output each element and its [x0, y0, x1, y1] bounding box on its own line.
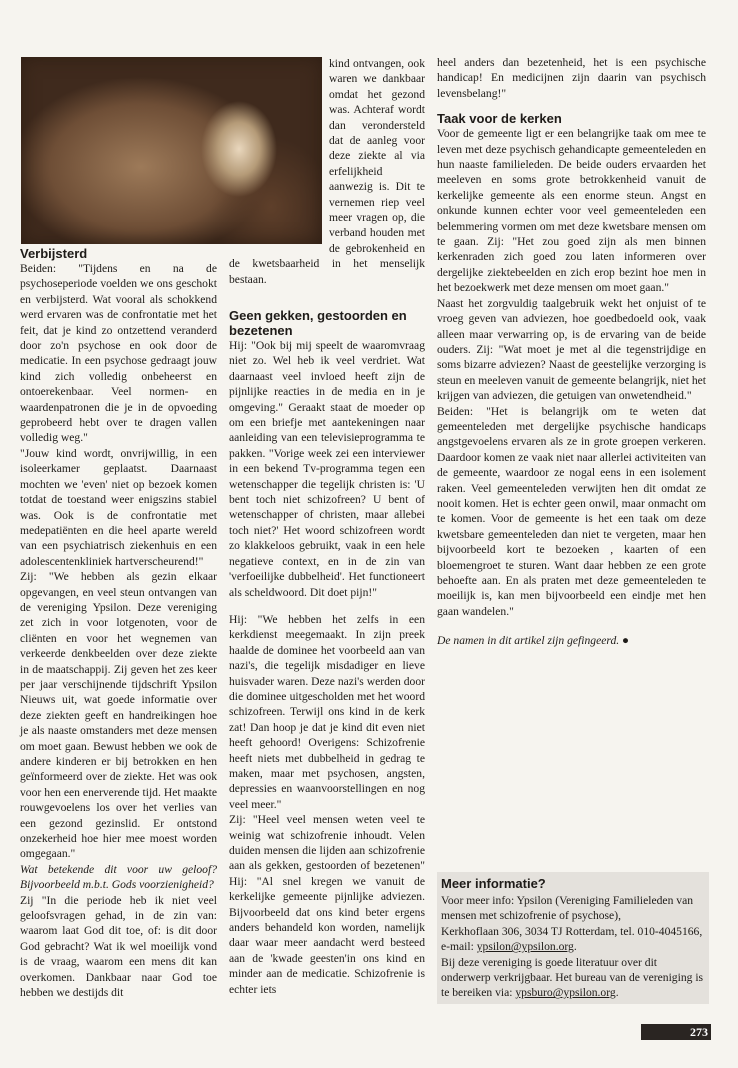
names-note: De namen in dit artikel zijn gefingeerd. [437, 634, 620, 648]
paragraph: Zij: "Heel veel mensen weten veel te weinig wat schizofrenie inhoudt. Velen duiden mensen die lijden aan schizofrenie aan als gekken, gestoorden of bezetenen" Hij: "Al snel kregen we vanuit de kerkelijke gemeente pijnlijke adviezen. Bijvoorbeeld dat ons kind beter ergens anders behandeld kon worden, namelijk daar waar meer aandacht werd besteed aan de 'kwade geesten'in ons kind en minder aan de medicatie. Schizofrenie is echter iets [229, 813, 425, 996]
info-box [437, 872, 709, 1004]
email-link[interactable]: ypsilon@ypsilon.org [476, 940, 574, 954]
paragraph: Voor de gemeente ligt er een belangrijke taak om mee te leven met deze psychisch gehandicapte gemeenteleden en hun naaste familieleden. De beide ouders ervaarden het meeleven en soms grote betrokkenheid vanuit de kerkelijke gemeente als een enorme steun. Angst en onkunde kunnen echter voor veel gemeenteleden een belemmering vormen om met deze kwetsbare mensen om te gaan. Zij: "Het zou goed zijn als men binnen kerkenraden zich goed zou laten informeren over dergelijke ziektebeelden en zich erop bezint hoe men in het bezoekwerk met deze mensen om moet gaan." [437, 127, 706, 295]
paragraph: Hij: "We hebben het zelfs in een kerkdienst meegemaakt. In zijn preek haalde de dominee het voorbeeld aan van nazi's, die tegelijk misdadiger en lieve huisvader waren. Deze nazi's werden door die dominee uitgescholden met het woord schizofreen. Terwijl ons kind in de kerk zat! Dan hoop je dat je kind dit even niet heeft gehoord! Overigens: Schizofrenie heeft niets met dubbelheid in gedrag te maken, maar met psychosen, angsten, depressies en waanvoorstellingen en nog veel meer." [229, 612, 425, 811]
section-heading-taak-kerken: Taak voor de kerken [437, 111, 562, 127]
section-heading-verbijsterd: Verbijsterd [20, 246, 88, 261]
info-line: Kerkhoflaan 306, 3034 TJ Rotterdam, tel. 010-4045166, [441, 924, 703, 938]
section-heading-geen-gekken: Geen gekken, gestoorden en bezetenen [229, 308, 407, 338]
column-right [437, 55, 706, 649]
email-end-2: . [615, 986, 619, 1000]
paragraph-top: heel anders dan bezetenheid, het is een psychische handicap! En medicijnen zijn daarin van psychisch levensbelang!" [437, 56, 706, 100]
paragraph: Beiden: "Het is belangrijk om te weten dat gemeenteleden met dergelijke psychische handicaps angstgevoelens ervaren als ze in grote groepen verkeren. Daardoor komen ze vaak niet naar allerlei activiteiten van de gemeente, waardoor ze nogal eens in een isolement raken. Veel gemeenteleden verwijten hen dit omdat ze nooit komen. Het is echter geen onwil, maar onmacht om te komen. Voor de gemeente is het een taak om deze kwetsbare gemeenteleden dan niet te vergeten, maar hen bijvoorbeeld kort te bezoeken , kaarten of een bloemengroet te sturen. Want daar hebben ze een grote behoefte aan. En als praten met deze gemeenteleden te moeilijk is, kan men bijvoorbeeld een eindje met hen gaan wandelen." [437, 404, 706, 618]
paragraph-top: kind ontvangen, ook waren we dankbaar omdat het gezond was. Achteraf wordt dan verondersteld dat de aanleg voor deze ziekte al via erfelijkheid aanwezig is. Dit te vernemen riep veel meer vragen op, die verband houden met de gebrokenheid en de kwetsbaarheid in het menselijk bestaan. [229, 57, 425, 286]
end-bullet-icon: ● [622, 634, 630, 648]
info-line [441, 955, 705, 1001]
footnote [437, 633, 706, 648]
paragraph: Beiden: "Tijdens en na de psychoseperiode voelden we ons geschokt en verbijsterd. Wat vooral als schokkend werd ervaren was de confrontatie met het feit, dat je kind zo ontzettend veranderd door zo'n psychose en ook door de medicatie. In een psychose gedraagt jouw kind zich volledig onbeheerst en ontoerekenbaar. Veel normen- en waardenpatronen die je in de opvoeding geprobeerd hebt over te dragen vallen volledig weg." [20, 262, 217, 445]
email-end: . [573, 940, 577, 954]
info-heading: Meer informatie? [441, 876, 546, 891]
column-middle [229, 0, 425, 287]
info-text: Bij deze vereniging is goede literatuur over dit onderwerp verkrijgbaar. Het bureau van de vereniging is te bereiken via: [441, 955, 704, 1000]
email-link-2[interactable]: ypsburo@ypsilon.org [515, 986, 616, 1000]
paragraph: Zij: "We hebben als gezin elkaar opgevangen, en veel steun ontvangen van de vereniging Ypsilon. Deze vereniging zet zich in voor lotgenoten, voor de cliënten en voor het wegnemen van verkeerde denkbeelden over deze ziekte in de maatschappij. Zij geven het zes keer per jaar verschijnende tijdschrift Ypsilon Nieuws uit, wat goede informatie over deze ziekten geeft en handreikingen hoe je als naaste omstanders met deze mensen om moet gaan. Bewust hebben we ook de andere kinderen er bij betrokken en hen geïnformeerd over de ziekte. Het was ook voor hen een enerverende tijd. Het maakte rouwgevoelens los over het verlies van een gezond gezinslid. Er ontstond onzekerheid hoe hier mee moest worden omgegaan." [20, 570, 217, 861]
spacer [229, 0, 425, 56]
paragraph: "Jouw kind wordt, onvrijwillig, in een isoleerkamer geplaatst. Daarnaast mochten we 'even' niet op bezoek komen totdat de toestand weer enigszins stabiel was. Ook is de confrontatie met medepatiënten en die heel aparte wereld van een psychiatrisch ziekenhuis en een adolescentenkliniek hartverscheurend!" [20, 446, 217, 568]
paragraph: Hij: "Ook bij mij speelt de waaromvraag niet zo. Wel heb ik veel verdriet. Wat daarnaast veel invloed heeft zijn de pijnlijke reacties in de media en in je omgeving." Geraakt staat de moeder op om een briefje met aantekeningen naar aanleiding van een televisieprogramma te pakken. "Vorige week zei een interviewer in een bekend Tv-programma tegen een wetenschapper die tegelijk christen is: 'U bent toch niet schizofreen? U bent of wetenschapper of christen, maar allebei toch niet?' Het woord schizofreen wordt zo klakkeloos gebruikt, vaak in een hele negatieve context, en in de zin van 'verfoeilijke dubbelheid'. Het functioneert als scheldwoord. Dit doet pijn!" [229, 339, 425, 599]
info-line: Voor meer info: Ypsilon (Vereniging Familieleden van mensen met schizofrenie of psychose), [441, 894, 694, 923]
page-number: 273 [641, 1024, 711, 1040]
column-middle-body [229, 306, 425, 997]
info-email-line [441, 939, 705, 954]
email-label: e-mail: [441, 940, 477, 954]
photo-wrap-spacer [229, 56, 329, 246]
paragraph: Zij "In die periode heb ik niet veel geloofsvragen gehad, in de zin van: waarom laat God dit toe, of: is dit door God gebracht? Wat ik wel moeilijk vond is de vraag, waarom een mens dit kan overkomen. Dankbaar naar God toe hebben we destijds dit [20, 893, 217, 1000]
paragraph: Naast het zorgvuldig taalgebruik wekt het onjuist of te vroeg geven van adviezen, hoe goedbedoeld ook, vaak alleen maar verwarring op, is de ervaring van de beide ouders. Zij: "Wat moet je met al die tegenstrijdige en soms bizarre adviezen? Naast de geestelijke verzorging is steun en meeleven vanuit de gemeente belangrijk, niet het krijgen van adviezen, die getuigen van onwetendheid." [437, 296, 706, 403]
column-left [20, 246, 217, 1001]
interview-question: Wat betekende dit voor uw geloof? Bijvoorbeeld m.b.t. Gods voorzienigheid? [20, 862, 217, 892]
